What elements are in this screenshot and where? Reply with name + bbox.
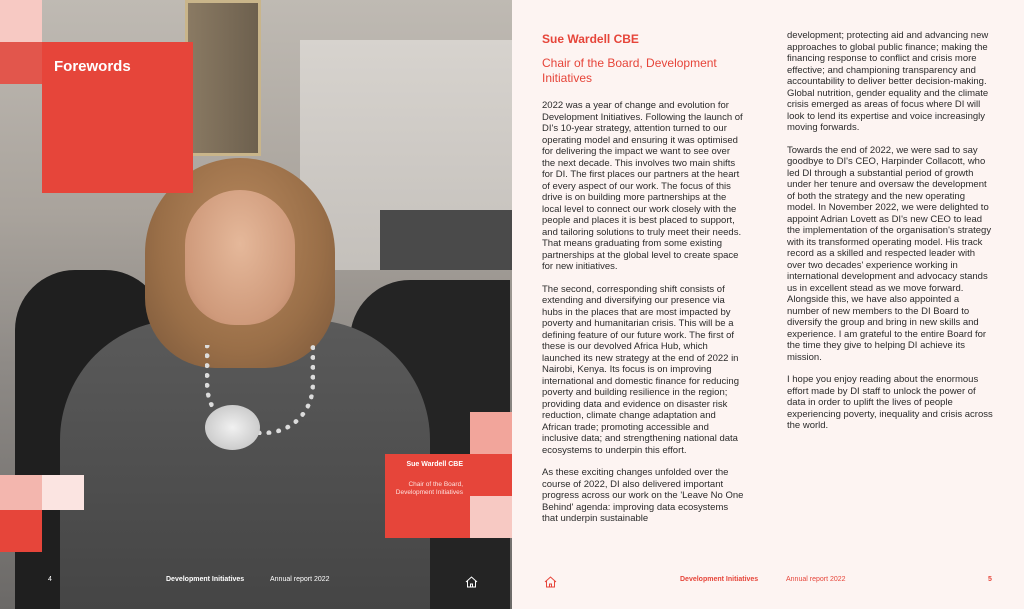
wall-frame: [185, 0, 261, 156]
paragraph: I hope you enjoy reading about the enormous effort made by DI staff to unlock the power of data in order to uplift the lives of people experiencing poverty, inequality and crisis across the world.: [787, 374, 993, 431]
deco-square: [0, 510, 42, 552]
deco-square: [470, 454, 512, 496]
paragraph: As these exciting changes unfolded over the course of 2022, DI also delivered important progress across our work on the 'Leave No One Behind' agenda: improving data ecosystems that underpin sustainable: [542, 467, 744, 524]
paragraph: Towards the end of 2022, we were sad to say goodbye to DI's CEO, Harpinder Collacott, who led DI through a substantial period of growth under her tenure and oversaw the development of both the strategy and the new operating model. In November 2022, we were delighted to appoint Adrian Lovett as DI's new CEO to lead the implementation of the organisation's strategy with its transformed operating model. His track record as a skilled and respected leader with over two decades' experience working in international development and advocacy stands us in excellent stead as we move forward. Alongside this, we have also appointed a number of new members to the DI Board to diversify the group and bring in new skills and experience. I am grateful to the entire Board for the time they give to helping DI achieve its mission.: [787, 144, 992, 363]
deco-square: [470, 496, 512, 538]
deco-square: [0, 475, 42, 510]
caption-name: Sue Wardell CBE: [406, 461, 463, 468]
portrait-pendant: [205, 405, 260, 450]
page-number: 4: [48, 576, 52, 583]
footer-report: Annual report 2022: [270, 576, 330, 583]
section-title: Forewords: [54, 58, 131, 75]
deco-square: [42, 475, 84, 510]
footer-report: Annual report 2022: [786, 576, 846, 583]
footer-org: Development Initiatives: [166, 576, 245, 583]
right-page: [512, 0, 1024, 609]
paragraph: development; protecting aid and advancing new approaches to global public finance; making the financing response to conflict and crisis more effective; and championing transparency and accountability to deliver better decision-making. Global nutrition, gender equality and the climate crisis emerged as areas of focus where DI will look to lend its expertise and voice increasingly moving forwards.: [787, 30, 989, 133]
paragraph: The second, corresponding shift consists of extending and diversifying our presence via hubs in the places that are most impacted by poverty and humanitarian crisis. This will be a defining feature of our future work. The first of these is our devolved Africa Hub, which launched its new strategy at the end of 2022 in Nairobi, Kenya. Its focus is on improving international and domestic finance for reducing poverty and building resilience in the region; providing data and evidence on disaster risk reduction, climate change adaptation and African trade; promoting accessible and inclusive data; and strengthening national data ecosystems to underpin this effort.: [542, 283, 739, 456]
deco-square: [470, 412, 512, 454]
author-role: Chair of the Board, Development Initiatives: [542, 56, 717, 85]
portrait-face: [185, 190, 295, 325]
page-number: 5: [988, 576, 992, 583]
fireplace: [380, 210, 512, 270]
caption-role: Chair of the Board, Development Initiatives: [395, 481, 463, 496]
deco-square: [0, 42, 42, 84]
home-icon[interactable]: [544, 576, 557, 588]
deco-square: [0, 0, 42, 42]
text-column-2: [787, 30, 993, 443]
home-icon[interactable]: [465, 576, 478, 588]
paragraph: 2022 was a year of change and evolution for Development Initiatives. Following the launch of DI's 10-year strategy, attention turned to our operating model and ensuring it was optimised for delivering the impact we want to see over the next decade. This involves two main shifts for DI. The first places our partners at the heart of every aspect of our work. The focus of this drive is on building more partnerships at the local level to connect our work closely with the people and places it is best placed to support, and tailoring solutions to truly meet their needs. That means graduating from some existing partnerships at the global level to create space for new initiatives.: [542, 100, 743, 272]
text-column-1: [542, 100, 745, 536]
footer-org: Development Initiatives: [680, 576, 759, 583]
author-name: Sue Wardell CBE: [542, 32, 639, 46]
